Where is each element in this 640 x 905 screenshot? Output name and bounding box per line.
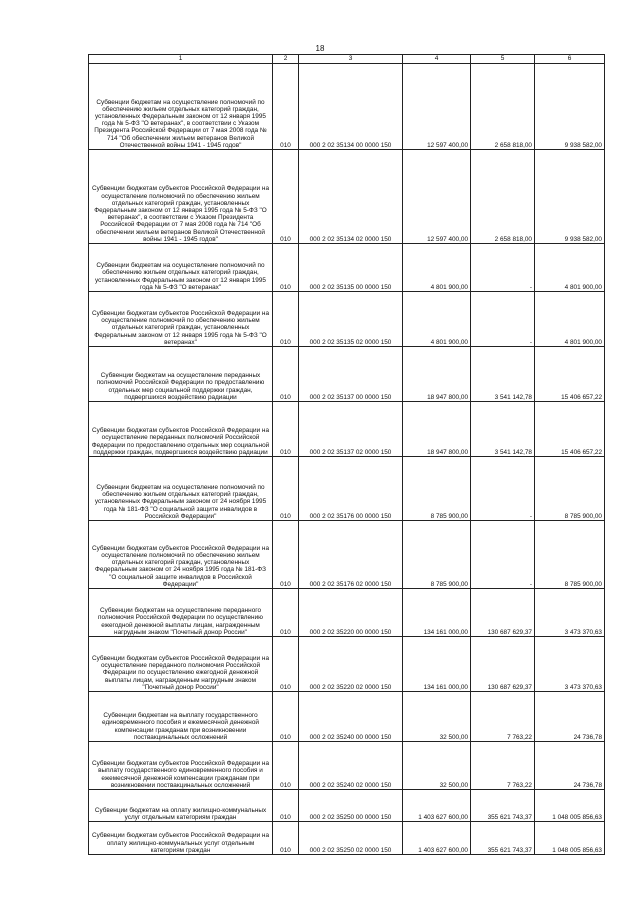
row-description: Субвенции бюджетам субъектов Российской Федерации на выплату государственного единовременного пособия и ежемесячной денежной компенсации гражданам при возникновении поствакцинальных осложнений [89,742,273,790]
row-remaining-amount: 24 736,78 [535,692,605,742]
row-description: Субвенции бюджетам на осуществление полномочий по обеспечению жильем отдельных категорий граждан, установленных Федеральным законом от 12 января 1995 года № 5-ФЗ "О ветеранах", в соответствии с Указом Президента Российской Федерации от 7 мая 2008 года № 714 "Об обеспечении жильем ветеранов Великой Отечественной войны 1941 - 1945 годов" [89,64,273,150]
row-executed-amount: 355 621 743,37 [471,822,535,855]
table-row [89,822,605,855]
table-row [89,292,605,347]
row-executed-amount: - [471,457,535,521]
table-row [89,150,605,244]
table-row [89,64,605,150]
row-description: Субвенции бюджетам субъектов Российской Федерации на оплату жилищно-коммунальных услуг отдельным категориям граждан [89,822,273,855]
row-remaining-amount: 1 048 005 856,63 [535,822,605,855]
table-body [89,64,605,855]
row-budget-code: 000 2 02 35137 00 0000 150 [299,347,403,402]
row-approved-amount: 32 500,00 [403,692,471,742]
table-row [89,347,605,402]
row-remaining-amount: 9 938 582,00 [535,150,605,244]
table-row [89,244,605,292]
row-executed-amount: 355 621 743,37 [471,790,535,822]
column-header: 3 [299,55,403,64]
row-line-code: 010 [273,64,299,150]
row-line-code: 010 [273,822,299,855]
row-line-code: 010 [273,589,299,637]
row-description: Субвенции бюджетам субъектов Российской Федерации на осуществление полномочий по обеспечению жильем отдельных категорий граждан, установленных Федеральным законом от 24 ноября 1995 года № 181-ФЗ "О социальной защите инвалидов в Российской Федерации" [89,521,273,589]
row-line-code: 010 [273,292,299,347]
row-remaining-amount: 1 048 005 856,63 [535,790,605,822]
row-budget-code: 000 2 02 35135 00 0000 150 [299,244,403,292]
row-approved-amount: 12 597 400,00 [403,64,471,150]
row-executed-amount: - [471,292,535,347]
table-row [89,692,605,742]
row-executed-amount: 130 687 629,37 [471,589,535,637]
row-executed-amount: 3 541 142,78 [471,347,535,402]
row-budget-code: 000 2 02 35176 02 0000 150 [299,521,403,589]
row-description: Субвенции бюджетам на осуществление переданных полномочий Российской Федерации по предоставлению отдельных мер социальной поддержки граждан, подвергшихся воздействию радиации [89,347,273,402]
row-budget-code: 000 2 02 35240 00 0000 150 [299,692,403,742]
table-row [89,589,605,637]
row-remaining-amount: 8 785 900,00 [535,521,605,589]
row-budget-code: 000 2 02 35250 00 0000 150 [299,790,403,822]
row-budget-code: 000 2 02 35240 02 0000 150 [299,742,403,790]
row-budget-code: 000 2 02 35220 02 0000 150 [299,637,403,692]
row-approved-amount: 8 785 900,00 [403,521,471,589]
row-approved-amount: 8 785 900,00 [403,457,471,521]
column-header: 5 [471,55,535,64]
row-remaining-amount: 4 801 900,00 [535,244,605,292]
row-executed-amount: - [471,521,535,589]
row-budget-code: 000 2 02 35135 02 0000 150 [299,292,403,347]
row-approved-amount: 134 161 000,00 [403,637,471,692]
row-remaining-amount: 15 406 657,22 [535,402,605,457]
table-row [89,457,605,521]
header-row [89,55,605,64]
row-approved-amount: 134 161 000,00 [403,589,471,637]
column-header: 4 [403,55,471,64]
row-executed-amount: 2 658 818,00 [471,150,535,244]
row-budget-code: 000 2 02 35134 00 0000 150 [299,64,403,150]
row-description: Субвенции бюджетам субъектов Российской Федерации на осуществление переданного полномочия Российской Федерации по осуществлению ежегодной денежной выплаты лицам, награжденным нагрудным знаком "Почетный донор России" [89,637,273,692]
row-line-code: 010 [273,742,299,790]
row-description: Субвенции бюджетам на выплату государственного единовременного пособия и ежемесячной денежной компенсации гражданам при возникновении поствакцинальных осложнений [89,692,273,742]
row-line-code: 010 [273,692,299,742]
row-line-code: 010 [273,244,299,292]
row-approved-amount: 18 947 800,00 [403,347,471,402]
row-approved-amount: 1 403 627 600,00 [403,822,471,855]
row-description: Субвенции бюджетам субъектов Российской Федерации на осуществление полномочий по обеспечению жильем отдельных категорий граждан, установленных Федеральным законом от 12 января 1995 года № 5-ФЗ "О ветеранах" [89,292,273,347]
column-header: 6 [535,55,605,64]
row-remaining-amount: 9 938 582,00 [535,64,605,150]
row-executed-amount: 2 658 818,00 [471,64,535,150]
row-description: Субвенции бюджетам на осуществление полномочий по обеспечению жильем отдельных категорий граждан, установленных Федеральным законом от 12 января 1995 года № 5-ФЗ "О ветеранах" [89,244,273,292]
row-description: Субвенции бюджетам субъектов Российской Федерации на осуществление переданных полномочий Российской Федерации по предоставлению отдельных мер социальной поддержки граждан, подвергшихся воздействию радиации [89,402,273,457]
row-remaining-amount: 8 785 900,00 [535,457,605,521]
budget-table [88,54,605,855]
row-remaining-amount: 3 473 370,63 [535,637,605,692]
row-budget-code: 000 2 02 35250 02 0000 150 [299,822,403,855]
row-description: Субвенции бюджетам на оплату жилищно-коммунальных услуг отдельным категориям граждан [89,790,273,822]
row-executed-amount: - [471,244,535,292]
row-description: Субвенции бюджетам субъектов Российской Федерации на осуществление полномочий по обеспечению жильем отдельных категорий граждан, установленных Федеральным законом от 12 января 1995 года № 5-ФЗ "О ветеранах", в соответствии с Указом Президента Российской Федерации от 7 мая 2008 года № 714 "Об обеспечении жильем ветеранов Великой Отечественной войны 1941 - 1945 годов" [89,150,273,244]
row-line-code: 010 [273,521,299,589]
table-row [89,521,605,589]
row-line-code: 010 [273,150,299,244]
row-description: Субвенции бюджетам на осуществление переданного полномочия Российской Федерации по осуществлению ежегодной денежной выплаты лицам, награжденным нагрудным знаком "Почетный донор России" [89,589,273,637]
table-row [89,790,605,822]
row-approved-amount: 32 500,00 [403,742,471,790]
row-remaining-amount: 3 473 370,63 [535,589,605,637]
row-approved-amount: 18 947 800,00 [403,402,471,457]
row-budget-code: 000 2 02 35220 00 0000 150 [299,589,403,637]
row-executed-amount: 7 763,22 [471,692,535,742]
row-budget-code: 000 2 02 35134 02 0000 150 [299,150,403,244]
row-budget-code: 000 2 02 35176 00 0000 150 [299,457,403,521]
page-number: 18 [315,44,325,53]
row-executed-amount: 7 763,22 [471,742,535,790]
row-remaining-amount: 15 406 657,22 [535,347,605,402]
row-remaining-amount: 4 801 900,00 [535,292,605,347]
row-executed-amount: 130 687 629,37 [471,637,535,692]
row-remaining-amount: 24 736,78 [535,742,605,790]
row-budget-code: 000 2 02 35137 02 0000 150 [299,402,403,457]
table-row [89,742,605,790]
column-header: 2 [273,55,299,64]
row-line-code: 010 [273,347,299,402]
row-line-code: 010 [273,402,299,457]
row-approved-amount: 4 801 900,00 [403,292,471,347]
column-header: 1 [89,55,273,64]
row-executed-amount: 3 541 142,78 [471,402,535,457]
row-line-code: 010 [273,790,299,822]
row-approved-amount: 12 597 400,00 [403,150,471,244]
row-line-code: 010 [273,457,299,521]
table-row [89,402,605,457]
row-approved-amount: 1 403 627 600,00 [403,790,471,822]
row-approved-amount: 4 801 900,00 [403,244,471,292]
row-description: Субвенции бюджетам на осуществление полномочий по обеспечению жильем отдельных категорий граждан, установленных Федеральным законом от 24 ноября 1995 года № 181-ФЗ "О социальной защите инвалидов в Российской Федерации" [89,457,273,521]
row-line-code: 010 [273,637,299,692]
table-row [89,637,605,692]
